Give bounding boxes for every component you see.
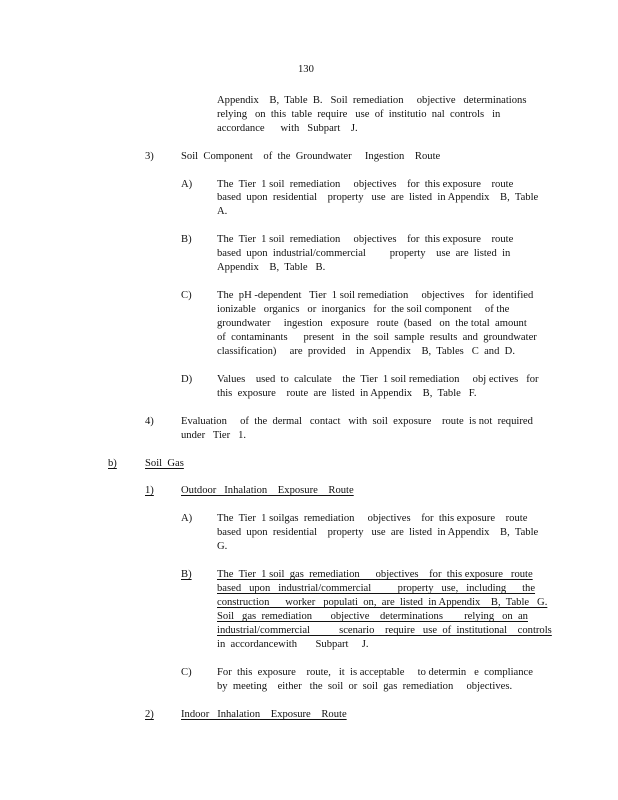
text-line: ionizable organics or inorganics for the soil component of the (217, 304, 510, 315)
section-b2-number: 2) (145, 709, 154, 720)
text-line: A. (217, 206, 228, 217)
section-b1-number: 1) (145, 485, 154, 496)
text-line: Appendix B, Table B. (217, 262, 326, 273)
section-3-title: Soil Component of the Groundwater Ingestion Route (181, 151, 441, 162)
item-label: B) (181, 569, 192, 580)
text-line: The Tier 1 soil gas remediation objectives for this exposure route (217, 569, 533, 580)
page-number: 130 (298, 64, 314, 75)
section-b-title: Soil Gas (145, 458, 184, 469)
item-label: A) (181, 513, 193, 524)
text-line: accordance with Subpart J. (217, 123, 358, 134)
text-line: in accordancewith Subpart J. (217, 639, 369, 650)
text-line: classification) are provided in Appendix B, Tables C and D. (217, 346, 515, 357)
text-line: based upon residential property use are listed in Appendix B, Table (217, 527, 539, 538)
section-b-label: b) (108, 458, 117, 469)
section-3-number: 3) (145, 151, 154, 162)
text-line: Appendix B, Table B. Soil remediation objective determinations (217, 95, 527, 106)
text-line: G. (217, 541, 228, 552)
item-label: B) (181, 234, 192, 245)
text-line: Evaluation of the dermal contact with soil exposure route is not required (181, 416, 533, 427)
text-line: of contaminants present in the soil sample results and groundwater (217, 332, 537, 343)
text-line: Soil gas remediation objective determinations relying on an (217, 611, 528, 622)
item-label: C) (181, 667, 192, 678)
text-line: relying on this table require use of institutio nal controls in (217, 109, 501, 120)
section-b2-title: Indoor Inhalation Exposure Route (181, 709, 347, 720)
item-label: A) (181, 179, 193, 190)
text-line: industrial/commercial scenario require use of institutional controls (217, 625, 552, 636)
text-line: The Tier 1 soil remediation objectives for this exposure route (217, 234, 514, 245)
section-b1-title: Outdoor Inhalation Exposure Route (181, 485, 354, 496)
text-line: Values used to calculate the Tier 1 soil remediation obj ectives for (217, 374, 539, 385)
item-label: D) (181, 374, 193, 385)
text-line: by meeting either the soil or soil gas remediation objectives. (217, 681, 513, 692)
text-line: this exposure route are listed in Appendix B, Table F. (217, 388, 477, 399)
item-label: C) (181, 290, 192, 301)
section-4-number: 4) (145, 416, 154, 427)
text-line: For this exposure route, it is acceptable to determin e compliance (217, 667, 533, 678)
text-line: construction worker populati on, are listed in Appendix B, Table G. (217, 597, 548, 608)
text-line: based upon industrial/commercial property use are listed in (217, 248, 511, 259)
text-line: The Tier 1 soilgas remediation objectives for this exposure route (217, 513, 528, 524)
text-line: under Tier 1. (181, 430, 247, 441)
text-line: groundwater ingestion exposure route (based on the total amount (217, 318, 527, 329)
text-line: based upon residential property use are listed in Appendix B, Table (217, 192, 539, 203)
text-line: based upon industrial/commercial property use, including the (217, 583, 536, 594)
text-line: The Tier 1 soil remediation objectives for this exposure route (217, 179, 514, 190)
text-line: The pH -dependent Tier 1 soil remediation objectives for identified (217, 290, 534, 301)
